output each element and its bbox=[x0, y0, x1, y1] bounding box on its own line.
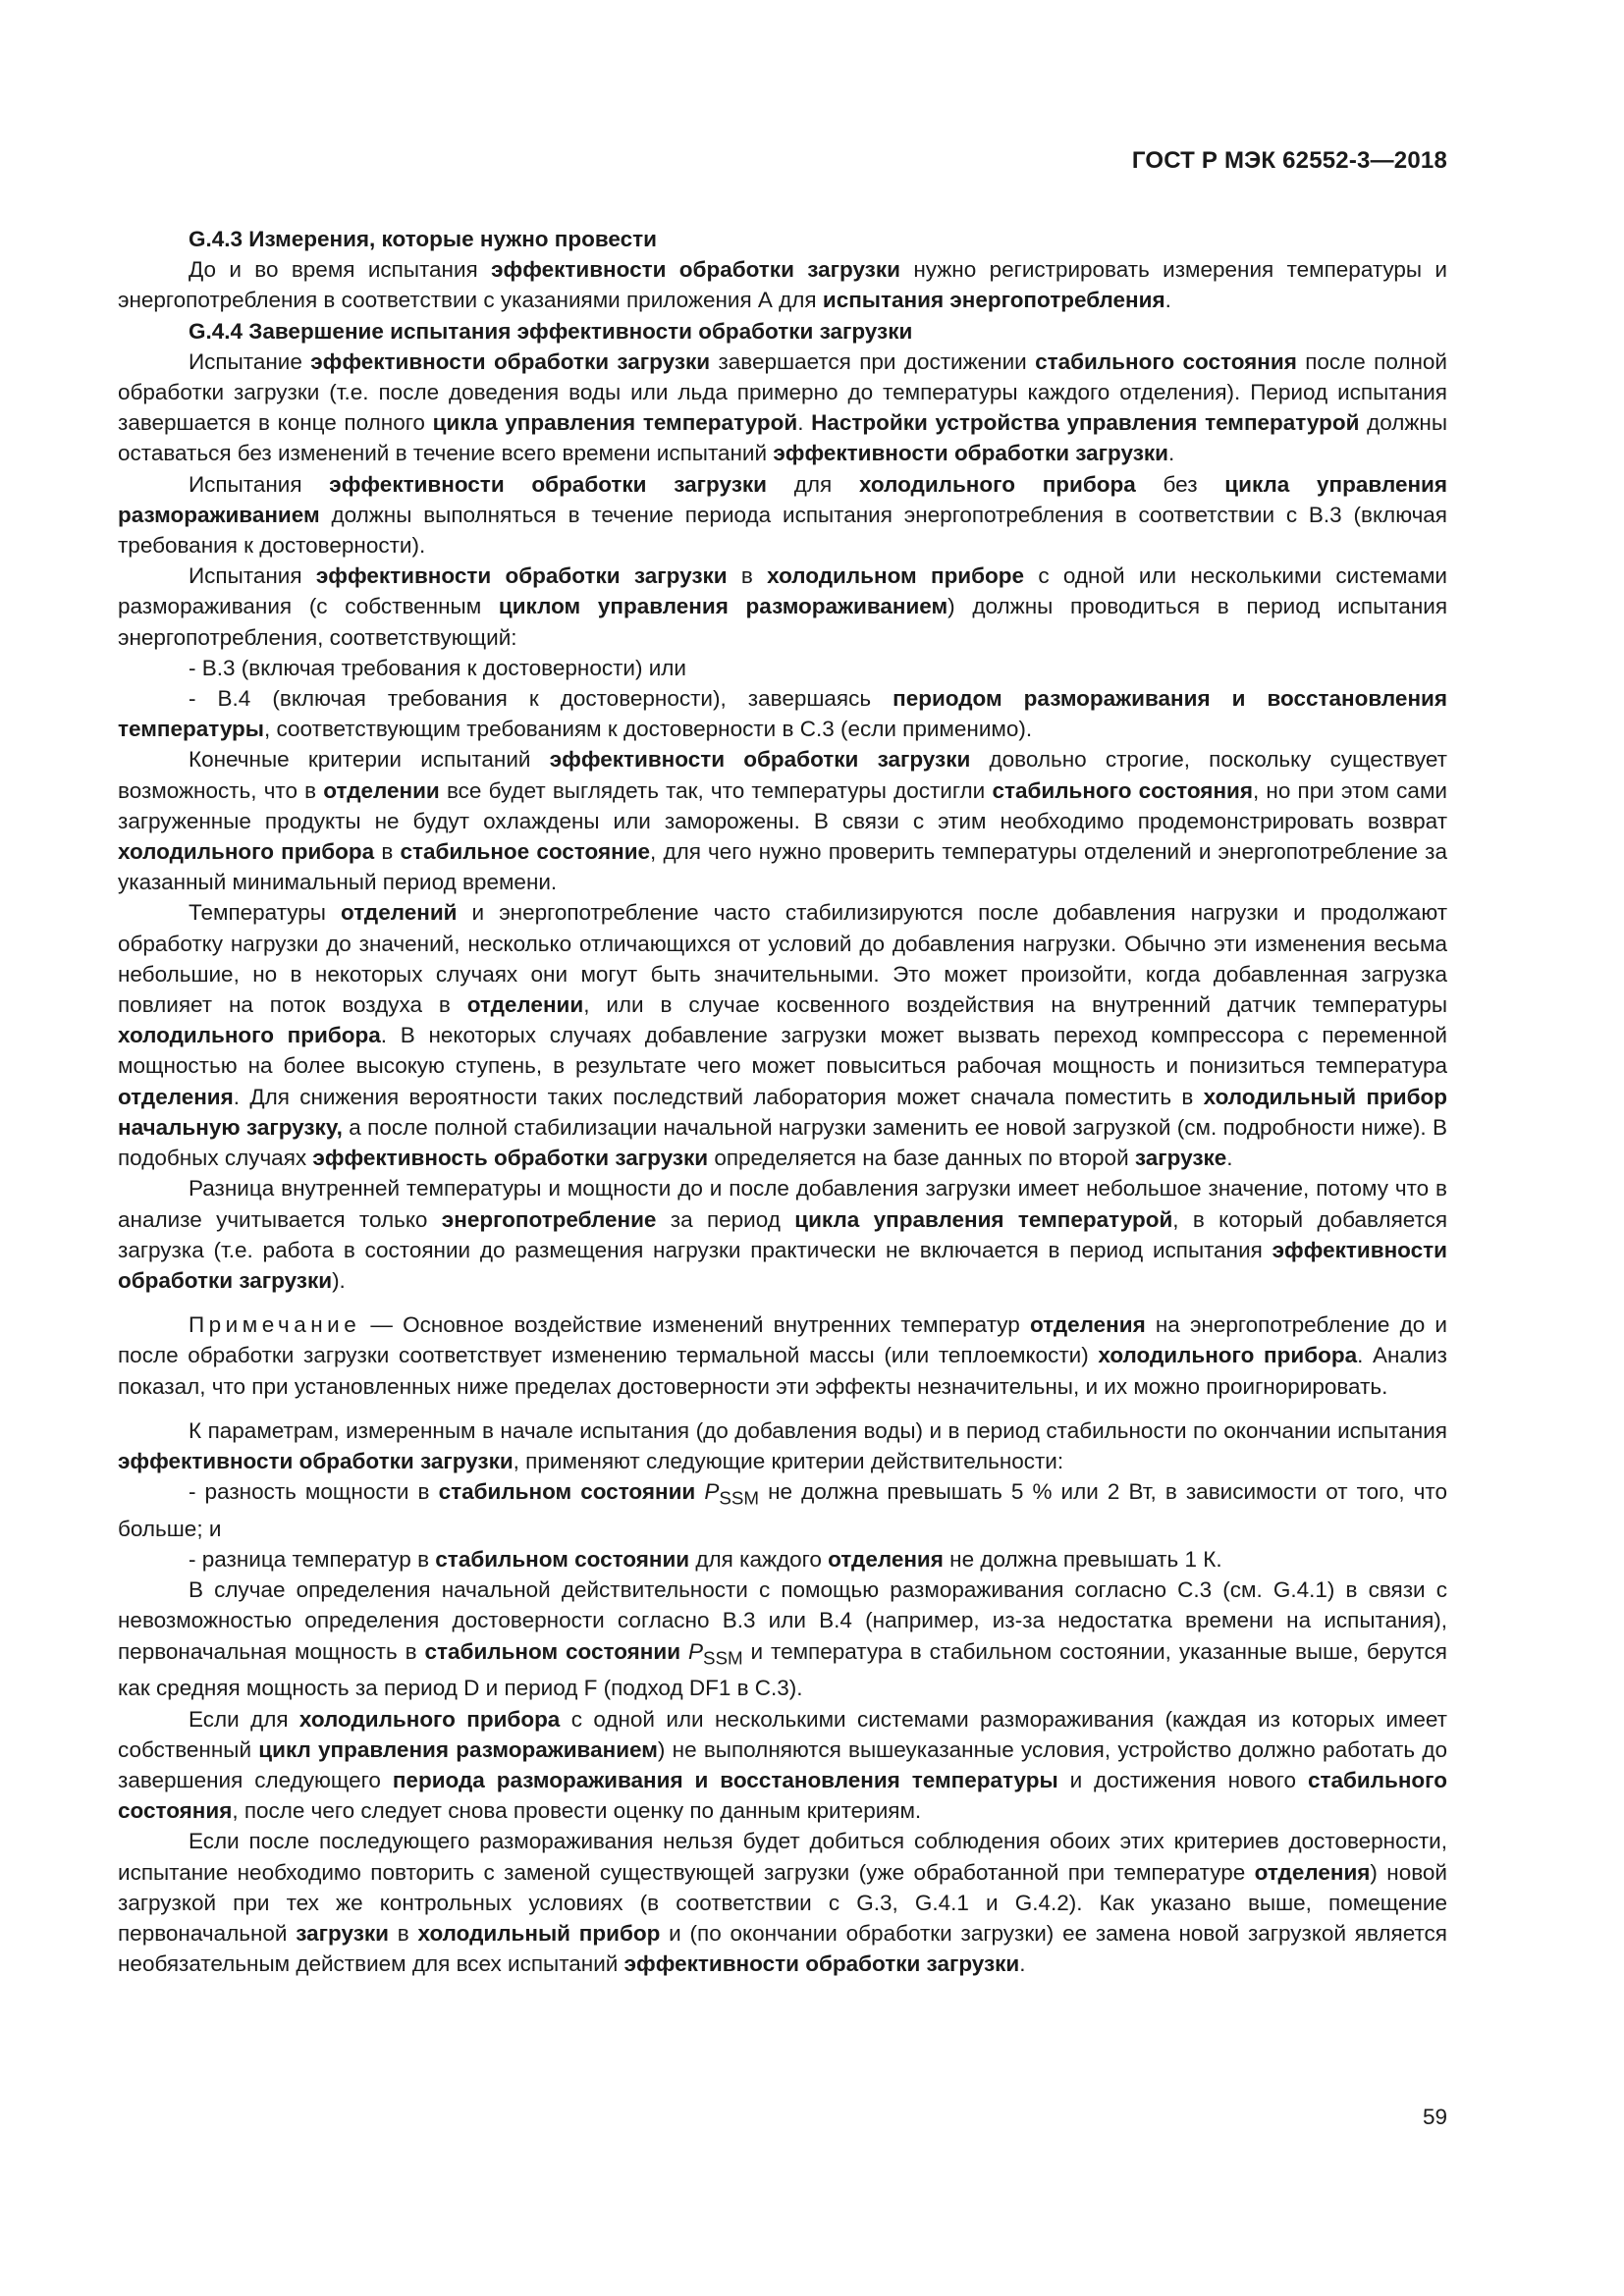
note-paragraph bbox=[118, 1309, 1447, 1402]
text-run: не должна превышать 1 К. bbox=[943, 1547, 1222, 1573]
section-heading bbox=[118, 316, 1447, 347]
paragraph bbox=[118, 1415, 1447, 1476]
text-run: испытания энергопотребления bbox=[822, 288, 1165, 313]
text-run: . bbox=[1226, 1146, 1233, 1171]
text-run: Разница внутренней температуры и мощности до и после добавления загрузки имеет небольшое значение, потому что в анализе учитывается только bbox=[118, 1176, 1447, 1232]
list-item bbox=[118, 1544, 1447, 1575]
text-run: - В.4 (включая требования к достоверности), завершаясь bbox=[189, 686, 893, 712]
text-run: холодильного прибора bbox=[1098, 1343, 1358, 1368]
text-run: ) должны проводиться в период испытания энергопотребления, соответствующий: bbox=[118, 594, 1447, 650]
paragraph bbox=[118, 1704, 1447, 1827]
text-run: . bbox=[1164, 288, 1171, 313]
text-run: отделения bbox=[1254, 1859, 1371, 1885]
document-body bbox=[118, 224, 1447, 1979]
text-run: . bbox=[1168, 441, 1175, 466]
paragraph bbox=[118, 1826, 1447, 1979]
text-run: на энергопотребление до и после обработки загрузки соответствует изменению термальной массы (или теплоемкости) bbox=[118, 1312, 1447, 1368]
text-run: эффективности обработки загрузки bbox=[315, 563, 728, 589]
text-run: , после чего следует снова провести оценку по данным критериям. bbox=[232, 1798, 922, 1824]
text-run: G.4.3 Измерения, которые нужно провести bbox=[189, 227, 657, 251]
text-run: эффективности обработки загрузки bbox=[329, 471, 767, 497]
text-run: P bbox=[704, 1479, 720, 1505]
text-run: и (по окончании обработки загрузки) ее замена новой загрузкой является необязательным действием для всех испытаний bbox=[118, 1920, 1447, 1977]
text-run: . bbox=[1019, 1951, 1026, 1977]
text-run: в bbox=[727, 563, 768, 589]
text-run: стабильное состояние bbox=[400, 839, 651, 865]
text-run: эффективности обработки загрузки bbox=[118, 1237, 1447, 1293]
text-run: должны выполняться в течение периода испытания энергопотребления в соответствии с В.3 (включая требования к достоверности). bbox=[118, 502, 1447, 559]
list-item bbox=[118, 1476, 1447, 1544]
text-run: циклом управления размораживанием bbox=[498, 594, 948, 619]
text-run: В случае определения начальной действительности с помощью размораживания согласно С.3 (см. G.4.1) в связи с невозможностью определения достоверности согласно В.3 или В.4 (например, из-за недостатка времени на испытания), первоначальная мощность в bbox=[118, 1577, 1447, 1664]
text-run: , для чего нужно проверить температуры отделений и энергопотребление за указанный минимальный период времени. bbox=[118, 839, 1447, 895]
text-run: Если для bbox=[189, 1706, 299, 1732]
text-run: цикл управления размораживанием bbox=[258, 1736, 658, 1762]
text-run: К параметрам, измеренным в начале испытания (до добавления воды) и в период стабильности по окончании испытания bbox=[189, 1417, 1447, 1443]
text-run: за период bbox=[656, 1206, 795, 1232]
paragraph bbox=[118, 254, 1447, 315]
text-run: без bbox=[1135, 471, 1225, 497]
text-run: Температуры bbox=[189, 900, 342, 926]
text-run: и достижения нового bbox=[1057, 1767, 1308, 1792]
text-run: эффективности обработки загрузки bbox=[623, 1951, 1020, 1977]
text-run: с одной или несколькими системами размораживания (с собственным bbox=[118, 563, 1447, 619]
text-run: , применяют следующие критерии действительности: bbox=[513, 1448, 1064, 1473]
text-run: SSM bbox=[719, 1487, 759, 1509]
text-run: P bbox=[687, 1638, 703, 1664]
text-run: , или в случае косвенного воздействия на внутренний датчик температуры bbox=[583, 992, 1447, 1018]
text-run: . Для снижения вероятности таких последствий лаборатория может сначала поместить в bbox=[233, 1084, 1204, 1109]
text-run: для bbox=[767, 471, 859, 497]
text-run: SSM bbox=[702, 1647, 743, 1669]
paragraph bbox=[118, 469, 1447, 561]
text-run bbox=[695, 1479, 704, 1504]
page-number: 59 bbox=[1422, 2105, 1447, 2129]
text-run: отделений bbox=[341, 900, 458, 926]
text-run: холодильного прибора bbox=[858, 471, 1136, 497]
text-run: стабильном состоянии bbox=[435, 1547, 690, 1573]
text-run: . В некоторых случаях добавление загрузки может вызвать переход компрессора с переменной мощностью на более высокую ступень, в результате чего может повыситься рабочая мощность и понизиться температура bbox=[118, 1023, 1448, 1079]
list-item bbox=[118, 653, 1447, 683]
text-run: , но при этом сами загруженные продукты не будут охлаждены или заморожены. В связи с этим необходимо продемонстрировать возврат bbox=[118, 777, 1447, 833]
text-run: - В.3 (включая требования к достоверности) или bbox=[189, 655, 686, 680]
text-run: ) новой загрузкой при тех же контрольных условиях (в соответствии с G.3, G.4.1 и G.4.2). Как указано выше, помещение первоначальной bbox=[118, 1859, 1447, 1946]
text-run: определяется на базе данных по второй bbox=[708, 1146, 1135, 1171]
paragraph bbox=[118, 561, 1447, 653]
text-run: стабильного состояния bbox=[992, 777, 1253, 803]
text-run: отделения bbox=[1029, 1312, 1146, 1338]
text-run: - разность мощности в bbox=[189, 1479, 439, 1505]
text-run: энергопотребление bbox=[441, 1206, 657, 1232]
text-run: . bbox=[797, 410, 812, 436]
text-run: холодильном приборе bbox=[767, 563, 1025, 589]
text-run: , в который добавляется загрузка (т.е. работа в состоянии до размещения нагрузки практически не включается в период испытания bbox=[118, 1206, 1448, 1262]
text-run: эффективность обработки загрузки bbox=[312, 1146, 709, 1171]
text-run: отделении bbox=[323, 777, 440, 803]
paragraph bbox=[118, 897, 1447, 1173]
paragraph bbox=[118, 744, 1447, 897]
text-run: все будет выглядеть так, что температуры достигли bbox=[439, 777, 993, 803]
text-run: загрузке bbox=[1134, 1146, 1227, 1171]
paragraph bbox=[118, 1173, 1447, 1296]
text-run: стабильного состояния bbox=[1035, 348, 1297, 374]
text-run: До и во время испытания bbox=[189, 257, 492, 283]
text-run: эффективности обработки загрузки bbox=[310, 348, 711, 374]
text-run: стабильного состояния bbox=[118, 1767, 1447, 1824]
text-run: не должна превышать 5 % или 2 Вт, в зависимости от того, что больше; и bbox=[118, 1479, 1447, 1541]
text-run: отделении bbox=[466, 992, 584, 1018]
text-run: довольно строгие, поскольку существует возможность, что в bbox=[118, 747, 1447, 803]
text-run: а после полной стабилизации начальной нагрузки заменить ее новой загрузкой (см. подробности ниже). В подобных случаях bbox=[118, 1114, 1447, 1171]
text-run: холодильный прибор начальную загрузку, bbox=[118, 1084, 1447, 1140]
text-run: цикла управления температурой bbox=[794, 1206, 1173, 1232]
text-run: стабильном состоянии bbox=[438, 1479, 696, 1505]
text-run: периода размораживания и восстановления температуры bbox=[392, 1767, 1058, 1792]
text-run: цикла управления размораживанием bbox=[118, 471, 1448, 527]
text-run: после полной обработки загрузки (т.е. после доведения воды или льда примерно до температуры каждого отделения). Период испытания завершается в конце полного bbox=[118, 348, 1447, 436]
text-run: холодильного прибора bbox=[118, 1023, 381, 1048]
text-run: эффективности обработки загрузки bbox=[118, 1448, 514, 1473]
text-run: — Основное воздействие изменений внутренних температур bbox=[360, 1312, 1030, 1338]
text-run: стабильном состоянии bbox=[424, 1638, 681, 1664]
text-run: отделения bbox=[118, 1084, 234, 1109]
section-heading bbox=[118, 224, 1447, 254]
text-run: , соответствующим требованиям к достоверности в С.3 (если применимо). bbox=[264, 717, 1033, 742]
text-run: холодильного прибора bbox=[298, 1706, 561, 1732]
text-run: с одной или несколькими системами размораживания (каждая из которых имеет собственный bbox=[118, 1706, 1447, 1762]
text-run: Испытания bbox=[189, 563, 316, 589]
text-run: завершается при достижении bbox=[710, 348, 1036, 374]
text-run: должны оставаться без изменений в течение всего времени испытаний bbox=[118, 410, 1448, 466]
text-run: холодильного прибора bbox=[118, 839, 375, 865]
text-run: цикла управления температурой bbox=[432, 410, 798, 436]
text-run: загрузки bbox=[296, 1920, 389, 1946]
text-run: эффективности обработки загрузки bbox=[549, 747, 971, 773]
list-item bbox=[118, 683, 1447, 744]
text-run: холодильный прибор bbox=[417, 1920, 661, 1946]
document-header: ГОСТ Р МЭК 62552-3—2018 bbox=[1131, 147, 1447, 174]
text-run: нужно регистрировать измерения температуры и энергопотребления в соответствии с указаниями приложения А для bbox=[118, 257, 1447, 313]
text-run: Испытание bbox=[189, 348, 311, 374]
text-run: Настройки устройства управления температурой bbox=[811, 410, 1360, 436]
text-run: эффективности обработки загрузки bbox=[491, 257, 900, 283]
text-run: отделения bbox=[828, 1547, 944, 1573]
text-run: в bbox=[388, 1920, 418, 1946]
text-run: периодом размораживания и восстановления температуры bbox=[118, 686, 1447, 742]
text-run: ) не выполняются вышеуказанные условия, устройство должно работать до завершения следующего bbox=[118, 1736, 1447, 1792]
text-run: для каждого bbox=[689, 1547, 829, 1573]
text-run: - разница температур в bbox=[189, 1547, 436, 1573]
text-run: G.4.4 Завершение испытания эффективности обработки загрузки bbox=[189, 318, 913, 344]
paragraph bbox=[118, 1575, 1447, 1703]
text-run: . Анализ показал, что при установленных ниже пределах достоверности эти эффекты незначительны, и их можно проигнорировать. bbox=[118, 1343, 1448, 1399]
text-run: в bbox=[374, 839, 401, 865]
text-run: Примечание bbox=[189, 1312, 361, 1338]
paragraph bbox=[118, 347, 1447, 469]
text-run bbox=[680, 1639, 688, 1664]
text-run: и энергопотребление часто стабилизируются после добавления нагрузки и продолжают обработку нагрузки до значений, несколько отличающихся от условий до добавления нагрузки. Обычно эти изменения весьма небольшие, но в некоторых случаях они могут быть значительными. Это может произойти, когда добавленная загрузка повлияет на поток воздуха в bbox=[118, 900, 1447, 1018]
text-run: ). bbox=[332, 1267, 346, 1293]
text-run: Если после последующего размораживания нельзя будет добиться соблюдения обоих этих критериев достоверности, испытание необходимо повторить с заменой существующей загрузки (уже обработанной при температуре bbox=[118, 1829, 1447, 1885]
text-run: Испытания bbox=[189, 471, 330, 497]
text-run: и температура в стабильном состоянии, указанные выше, берутся как средняя мощность за период D и период F (подход DF1 в С.3). bbox=[118, 1638, 1447, 1701]
text-run: эффективности обработки загрузки bbox=[773, 441, 1168, 466]
text-run: Конечные критерии испытаний bbox=[189, 747, 550, 773]
